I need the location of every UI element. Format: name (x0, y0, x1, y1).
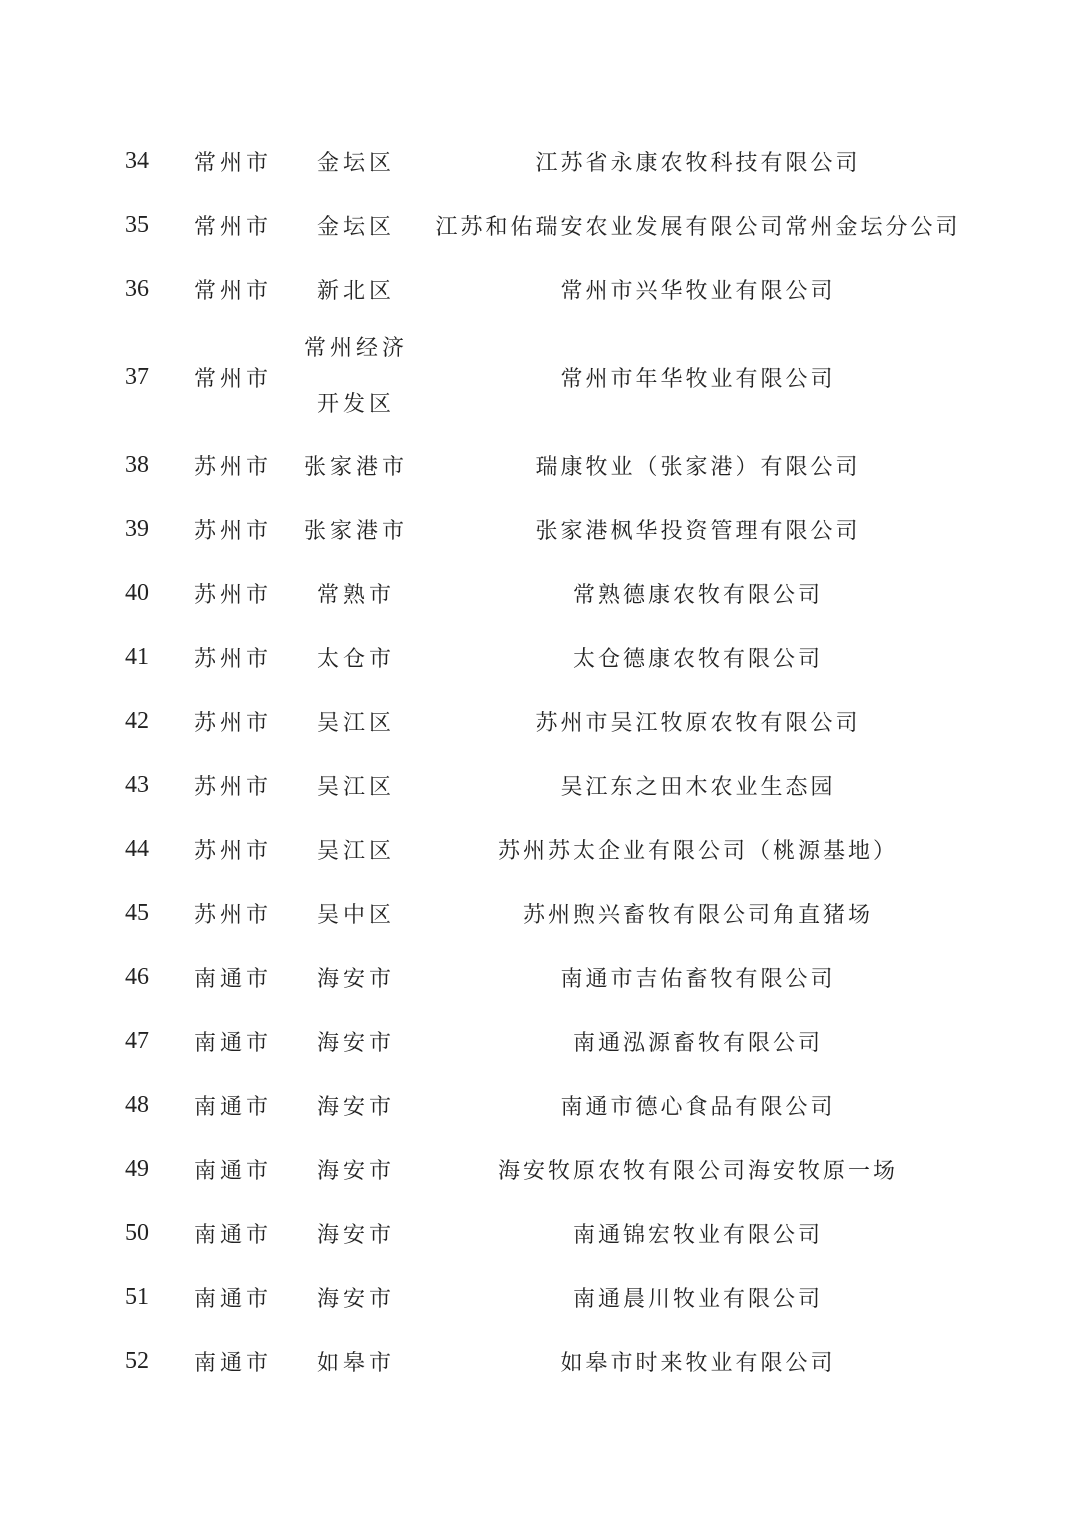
district-cell: 海安市 (316, 1222, 395, 1248)
company-cell: 苏州市吴江牧原农牧有限公司 (535, 710, 861, 736)
city-cell: 苏州市 (193, 454, 272, 480)
company-cell: 南通晨川牧业有限公司 (572, 1286, 823, 1312)
company-cell: 常熟德康农牧有限公司 (572, 582, 823, 608)
company-cell: 常州市年华牧业有限公司 (560, 366, 836, 392)
row-number: 51 (125, 1283, 149, 1310)
district-cell: 海安市 (316, 1286, 395, 1312)
city-cell: 南通市 (193, 1158, 272, 1184)
city-cell: 苏州市 (193, 582, 272, 608)
district-cell: 常熟市 (316, 582, 395, 608)
city-cell: 苏州市 (193, 902, 272, 928)
table-row (0, 1201, 1080, 1265)
table-row (0, 193, 1080, 257)
city-cell: 南通市 (193, 1094, 272, 1120)
city-cell: 苏州市 (193, 646, 272, 672)
company-cell: 南通市德心食品有限公司 (560, 1094, 836, 1120)
row-number: 43 (125, 771, 149, 798)
company-cell: 瑞康牧业（张家港）有限公司 (535, 454, 861, 480)
table-row (0, 129, 1080, 193)
row-number: 49 (125, 1155, 149, 1182)
city-cell: 苏州市 (193, 774, 272, 800)
table-row (0, 433, 1080, 497)
district-cell: 吴江区 (316, 774, 395, 800)
row-number: 46 (125, 963, 149, 990)
district-cell: 金坛区 (316, 150, 395, 176)
district-cell (294, 321, 418, 433)
city-cell: 南通市 (193, 966, 272, 992)
row-number: 36 (125, 275, 149, 302)
city-cell: 常州市 (193, 214, 272, 240)
district-cell: 吴江区 (316, 838, 395, 864)
district-line: 开发区 (316, 392, 395, 417)
table-row (0, 753, 1080, 817)
city-cell: 苏州市 (193, 838, 272, 864)
district-cell: 海安市 (316, 1158, 395, 1184)
district-line: 常州经济 (303, 336, 408, 361)
table-row (0, 1329, 1080, 1393)
company-cell: 吴江东之田木农业生态园 (560, 774, 836, 800)
city-cell: 常州市 (193, 366, 272, 392)
table-row (0, 689, 1080, 753)
table-row (0, 561, 1080, 625)
district-cell: 新北区 (316, 278, 395, 304)
district-cell: 太仓市 (316, 646, 395, 672)
company-cell: 南通市吉佑畜牧有限公司 (560, 966, 836, 992)
district-cell: 如皋市 (316, 1350, 395, 1376)
company-cell: 南通锦宏牧业有限公司 (572, 1222, 823, 1248)
row-number: 38 (125, 451, 149, 478)
city-cell: 苏州市 (193, 518, 272, 544)
row-number: 50 (125, 1219, 149, 1246)
row-number: 35 (125, 211, 149, 238)
table-row (0, 1137, 1080, 1201)
table-row (0, 881, 1080, 945)
table-row (0, 1265, 1080, 1329)
table-row (0, 497, 1080, 561)
table-row (0, 257, 1080, 321)
city-cell: 常州市 (193, 278, 272, 304)
company-cell: 苏州煦兴畜牧有限公司角直猪场 (522, 902, 873, 928)
district-cell: 吴中区 (316, 902, 395, 928)
district-cell: 吴江区 (316, 710, 395, 736)
district-cell: 张家港市 (303, 454, 408, 480)
company-cell: 江苏和佑瑞安农业发展有限公司常州金坛分公司 (435, 214, 961, 240)
row-number: 42 (125, 707, 149, 734)
row-number: 37 (125, 363, 149, 390)
row-number: 39 (125, 515, 149, 542)
city-cell: 南通市 (193, 1286, 272, 1312)
table-row (0, 817, 1080, 881)
company-cell: 张家港枫华投资管理有限公司 (535, 518, 861, 544)
row-number: 47 (125, 1027, 149, 1054)
district-cell: 海安市 (316, 1094, 395, 1120)
district-cell: 海安市 (316, 1030, 395, 1056)
row-number: 52 (125, 1347, 149, 1374)
table-row (0, 1009, 1080, 1073)
district-cell: 金坛区 (316, 214, 395, 240)
district-cell: 张家港市 (303, 518, 408, 544)
table-row (0, 945, 1080, 1009)
city-cell: 南通市 (193, 1222, 272, 1248)
company-cell: 南通泓源畜牧有限公司 (572, 1030, 823, 1056)
company-cell: 海安牧原农牧有限公司海安牧原一场 (497, 1158, 898, 1184)
farm-list-table (0, 129, 1080, 1393)
row-number: 40 (125, 579, 149, 606)
row-number: 44 (125, 835, 149, 862)
table-row (0, 321, 1080, 433)
city-cell: 南通市 (193, 1350, 272, 1376)
district-cell: 海安市 (316, 966, 395, 992)
table-row (0, 1073, 1080, 1137)
table-row (0, 625, 1080, 689)
city-cell: 南通市 (193, 1030, 272, 1056)
city-cell: 常州市 (193, 150, 272, 176)
row-number: 34 (125, 147, 149, 174)
row-number: 45 (125, 899, 149, 926)
company-cell: 江苏省永康农牧科技有限公司 (535, 150, 861, 176)
company-cell: 苏州苏太企业有限公司（桃源基地） (497, 838, 898, 864)
company-cell: 常州市兴华牧业有限公司 (560, 278, 836, 304)
row-number: 48 (125, 1091, 149, 1118)
row-number: 41 (125, 643, 149, 670)
company-cell: 如皋市时来牧业有限公司 (560, 1350, 836, 1376)
city-cell: 苏州市 (193, 710, 272, 736)
company-cell: 太仓德康农牧有限公司 (572, 646, 823, 672)
